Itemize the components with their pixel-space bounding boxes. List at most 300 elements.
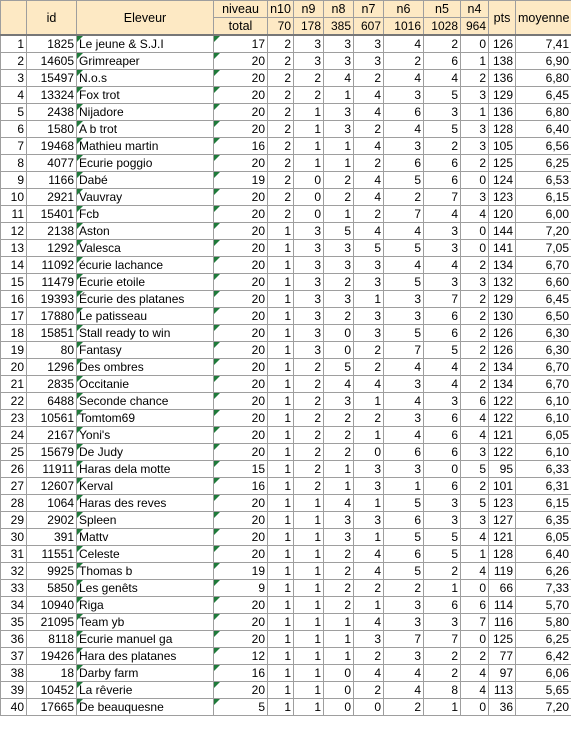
cell-pts[interactable]: 116	[489, 614, 516, 631]
cell-n10[interactable]: 1	[268, 427, 294, 444]
cell-n9[interactable]: 0	[294, 189, 324, 206]
cell-n4[interactable]: 2	[461, 155, 489, 172]
cell-eleveur[interactable]	[77, 138, 214, 155]
cell-n8[interactable]: 2	[324, 444, 354, 461]
cell-n10[interactable]: 2	[268, 206, 294, 223]
cell-eleveur[interactable]	[77, 70, 214, 87]
cell-pts[interactable]: 134	[489, 376, 516, 393]
cell-n4[interactable]: 3	[461, 121, 489, 138]
cell-n5[interactable]: 2	[424, 35, 461, 53]
total-n5[interactable]: 1028	[424, 18, 461, 36]
cell-n6[interactable]: 3	[384, 308, 424, 325]
cell-pts[interactable]: 114	[489, 597, 516, 614]
cell-n4[interactable]: 2	[461, 376, 489, 393]
cell-moyenne[interactable]: 6,45	[516, 291, 571, 308]
cell-n10[interactable]: 1	[268, 648, 294, 665]
cell-n4[interactable]: 6	[461, 597, 489, 614]
cell-n6[interactable]: 6	[384, 444, 424, 461]
cell-moyenne[interactable]: 6,10	[516, 393, 571, 410]
cell-n9[interactable]: 1	[294, 138, 324, 155]
cell-row-index[interactable]: 5	[1, 104, 27, 121]
cell-pts[interactable]: 125	[489, 155, 516, 172]
cell-moyenne[interactable]: 6,15	[516, 189, 571, 206]
cell-pts[interactable]: 123	[489, 495, 516, 512]
cell-pts[interactable]: 134	[489, 359, 516, 376]
cell-n5[interactable]: 6	[424, 478, 461, 495]
cell-pts[interactable]: 77	[489, 648, 516, 665]
cell-pts[interactable]: 144	[489, 223, 516, 240]
cell-n8[interactable]: 0	[324, 682, 354, 699]
cell-niveau[interactable]	[214, 410, 268, 427]
cell-n5[interactable]: 6	[424, 444, 461, 461]
cell-id[interactable]: 19468	[27, 138, 77, 155]
cell-n6[interactable]: 3	[384, 87, 424, 104]
cell-niveau[interactable]	[214, 546, 268, 563]
cell-n5[interactable]: 5	[424, 121, 461, 138]
cell-niveau[interactable]	[214, 121, 268, 138]
cell-n6[interactable]: 2	[384, 53, 424, 70]
cell-n4[interactable]: 3	[461, 87, 489, 104]
cell-n4[interactable]: 0	[461, 172, 489, 189]
cell-n6[interactable]: 3	[384, 376, 424, 393]
cell-moyenne[interactable]: 6,70	[516, 376, 571, 393]
cell-n6[interactable]: 4	[384, 121, 424, 138]
cell-id[interactable]: 10452	[27, 682, 77, 699]
cell-n8[interactable]: 2	[324, 189, 354, 206]
cell-n6[interactable]: 4	[384, 393, 424, 410]
cell-n10[interactable]: 2	[268, 35, 294, 53]
cell-n6[interactable]: 3	[384, 410, 424, 427]
total-n7[interactable]: 607	[354, 18, 384, 36]
cell-pts[interactable]: 97	[489, 665, 516, 682]
cell-moyenne[interactable]: 7,41	[516, 35, 571, 53]
cell-n8[interactable]: 3	[324, 104, 354, 121]
cell-row-index[interactable]: 16	[1, 291, 27, 308]
cell-pts[interactable]: 127	[489, 512, 516, 529]
cell-pts[interactable]: 105	[489, 138, 516, 155]
cell-n7[interactable]: 3	[354, 461, 384, 478]
cell-eleveur[interactable]	[77, 393, 214, 410]
cell-n7[interactable]: 3	[354, 35, 384, 53]
cell-n7[interactable]: 2	[354, 682, 384, 699]
cell-n7[interactable]: 2	[354, 359, 384, 376]
cell-row-index[interactable]: 32	[1, 563, 27, 580]
cell-id[interactable]: 13324	[27, 87, 77, 104]
cell-id[interactable]: 12607	[27, 478, 77, 495]
cell-eleveur[interactable]	[77, 529, 214, 546]
cell-n8[interactable]: 4	[324, 70, 354, 87]
cell-n6[interactable]: 4	[384, 427, 424, 444]
cell-n5[interactable]: 8	[424, 682, 461, 699]
cell-niveau[interactable]	[214, 70, 268, 87]
cell-row-index[interactable]: 34	[1, 597, 27, 614]
cell-n6[interactable]: 4	[384, 682, 424, 699]
cell-row-index[interactable]: 18	[1, 325, 27, 342]
cell-pts[interactable]: 130	[489, 308, 516, 325]
cell-n7[interactable]: 4	[354, 376, 384, 393]
cell-niveau[interactable]	[214, 308, 268, 325]
cell-niveau[interactable]	[214, 597, 268, 614]
cell-row-index[interactable]: 31	[1, 546, 27, 563]
header-n4[interactable]: n4	[461, 1, 489, 18]
cell-niveau[interactable]	[214, 682, 268, 699]
cell-row-index[interactable]: 1	[1, 35, 27, 53]
cell-moyenne[interactable]: 6,25	[516, 155, 571, 172]
cell-n10[interactable]: 1	[268, 393, 294, 410]
cell-n10[interactable]: 2	[268, 189, 294, 206]
cell-n7[interactable]: 2	[354, 410, 384, 427]
cell-n10[interactable]: 2	[268, 104, 294, 121]
cell-moyenne[interactable]: 6,00	[516, 206, 571, 223]
cell-n5[interactable]: 5	[424, 546, 461, 563]
cell-eleveur[interactable]	[77, 512, 214, 529]
cell-niveau[interactable]	[214, 189, 268, 206]
cell-pts[interactable]: 126	[489, 35, 516, 53]
cell-id[interactable]: 2835	[27, 376, 77, 393]
cell-n5[interactable]: 3	[424, 240, 461, 257]
cell-pts[interactable]: 66	[489, 580, 516, 597]
cell-eleveur[interactable]	[77, 478, 214, 495]
cell-n10[interactable]: 2	[268, 155, 294, 172]
cell-moyenne[interactable]: 6,05	[516, 529, 571, 546]
cell-pts[interactable]: 101	[489, 478, 516, 495]
cell-n9[interactable]: 3	[294, 325, 324, 342]
cell-n10[interactable]: 1	[268, 546, 294, 563]
cell-id[interactable]: 17880	[27, 308, 77, 325]
cell-moyenne[interactable]: 6,90	[516, 53, 571, 70]
cell-n6[interactable]: 6	[384, 155, 424, 172]
cell-n7[interactable]: 1	[354, 529, 384, 546]
cell-n4[interactable]: 2	[461, 325, 489, 342]
cell-niveau[interactable]	[214, 563, 268, 580]
cell-n7[interactable]: 5	[354, 240, 384, 257]
cell-id[interactable]: 2921	[27, 189, 77, 206]
cell-n8[interactable]: 2	[324, 308, 354, 325]
cell-id[interactable]: 11911	[27, 461, 77, 478]
cell-eleveur[interactable]	[77, 495, 214, 512]
total-n10[interactable]: 70	[268, 18, 294, 36]
cell-n7[interactable]: 2	[354, 121, 384, 138]
cell-id[interactable]: 1292	[27, 240, 77, 257]
cell-n5[interactable]: 4	[424, 376, 461, 393]
cell-n4[interactable]: 3	[461, 189, 489, 206]
cell-n4[interactable]: 3	[461, 138, 489, 155]
cell-n4[interactable]: 4	[461, 427, 489, 444]
cell-eleveur[interactable]	[77, 631, 214, 648]
cell-id[interactable]: 11479	[27, 274, 77, 291]
cell-n8[interactable]: 0	[324, 665, 354, 682]
cell-niveau[interactable]	[214, 393, 268, 410]
cell-pts[interactable]: 132	[489, 274, 516, 291]
cell-n7[interactable]: 4	[354, 104, 384, 121]
cell-n8[interactable]: 3	[324, 35, 354, 53]
cell-moyenne[interactable]: 6,35	[516, 512, 571, 529]
cell-eleveur[interactable]	[77, 35, 214, 53]
cell-niveau[interactable]	[214, 614, 268, 631]
cell-n9[interactable]: 2	[294, 376, 324, 393]
header-n9[interactable]: n9	[294, 1, 324, 18]
cell-n4[interactable]: 6	[461, 393, 489, 410]
cell-n6[interactable]: 6	[384, 512, 424, 529]
cell-id[interactable]: 391	[27, 529, 77, 546]
cell-n4[interactable]: 5	[461, 461, 489, 478]
cell-n8[interactable]: 2	[324, 427, 354, 444]
cell-pts[interactable]: 128	[489, 121, 516, 138]
cell-row-index[interactable]: 27	[1, 478, 27, 495]
cell-n9[interactable]: 3	[294, 291, 324, 308]
cell-n4[interactable]: 7	[461, 614, 489, 631]
cell-n8[interactable]: 4	[324, 376, 354, 393]
cell-pts[interactable]: 126	[489, 342, 516, 359]
cell-moyenne[interactable]: 6,15	[516, 495, 571, 512]
cell-id[interactable]: 4077	[27, 155, 77, 172]
cell-id[interactable]: 15401	[27, 206, 77, 223]
cell-n7[interactable]: 2	[354, 155, 384, 172]
cell-n4[interactable]: 4	[461, 529, 489, 546]
cell-n10[interactable]: 1	[268, 580, 294, 597]
cell-eleveur[interactable]	[77, 240, 214, 257]
total-n9[interactable]: 178	[294, 18, 324, 36]
cell-n4[interactable]: 0	[461, 631, 489, 648]
cell-n8[interactable]: 3	[324, 121, 354, 138]
cell-n7[interactable]: 1	[354, 291, 384, 308]
cell-id[interactable]: 1825	[27, 35, 77, 53]
cell-n9[interactable]: 3	[294, 35, 324, 53]
cell-pts[interactable]: 126	[489, 325, 516, 342]
cell-n7[interactable]: 2	[354, 206, 384, 223]
cell-n8[interactable]: 1	[324, 87, 354, 104]
cell-niveau[interactable]	[214, 206, 268, 223]
cell-n7[interactable]: 3	[354, 478, 384, 495]
cell-niveau[interactable]	[214, 325, 268, 342]
cell-n5[interactable]: 3	[424, 495, 461, 512]
cell-row-index[interactable]: 30	[1, 529, 27, 546]
cell-n6[interactable]: 3	[384, 648, 424, 665]
cell-n7[interactable]: 4	[354, 87, 384, 104]
cell-pts[interactable]: 113	[489, 682, 516, 699]
cell-moyenne[interactable]: 7,05	[516, 240, 571, 257]
cell-n9[interactable]: 2	[294, 478, 324, 495]
cell-n6[interactable]: 6	[384, 546, 424, 563]
cell-moyenne[interactable]: 6,10	[516, 410, 571, 427]
cell-row-index[interactable]: 39	[1, 682, 27, 699]
cell-row-index[interactable]: 28	[1, 495, 27, 512]
cell-n7[interactable]: 3	[354, 257, 384, 274]
cell-row-index[interactable]: 37	[1, 648, 27, 665]
cell-n7[interactable]: 4	[354, 665, 384, 682]
cell-n7[interactable]: 4	[354, 614, 384, 631]
cell-pts[interactable]: 129	[489, 291, 516, 308]
cell-eleveur[interactable]	[77, 53, 214, 70]
total-n6[interactable]: 1016	[384, 18, 424, 36]
cell-n7[interactable]: 4	[354, 223, 384, 240]
cell-id[interactable]: 2167	[27, 427, 77, 444]
cell-n4[interactable]: 3	[461, 274, 489, 291]
cell-n7[interactable]: 3	[354, 512, 384, 529]
cell-n4[interactable]: 1	[461, 104, 489, 121]
cell-niveau[interactable]	[214, 444, 268, 461]
cell-n8[interactable]: 1	[324, 614, 354, 631]
cell-niveau[interactable]	[214, 240, 268, 257]
cell-moyenne[interactable]: 6,10	[516, 444, 571, 461]
cell-moyenne[interactable]: 5,80	[516, 614, 571, 631]
cell-n10[interactable]: 1	[268, 563, 294, 580]
cell-pts[interactable]: 121	[489, 529, 516, 546]
cell-n10[interactable]: 1	[268, 274, 294, 291]
cell-n10[interactable]: 1	[268, 597, 294, 614]
cell-row-index[interactable]: 3	[1, 70, 27, 87]
cell-n9[interactable]: 2	[294, 410, 324, 427]
cell-id[interactable]: 19426	[27, 648, 77, 665]
cell-n6[interactable]: 1	[384, 478, 424, 495]
header-niveau[interactable]: niveau	[214, 1, 268, 18]
cell-eleveur[interactable]	[77, 648, 214, 665]
cell-n8[interactable]: 1	[324, 478, 354, 495]
cell-n5[interactable]: 3	[424, 104, 461, 121]
cell-n4[interactable]: 3	[461, 512, 489, 529]
cell-row-index[interactable]: 23	[1, 410, 27, 427]
cell-n8[interactable]: 2	[324, 410, 354, 427]
cell-eleveur[interactable]	[77, 291, 214, 308]
cell-eleveur[interactable]	[77, 223, 214, 240]
cell-n5[interactable]: 3	[424, 223, 461, 240]
cell-niveau[interactable]	[214, 631, 268, 648]
cell-moyenne[interactable]: 6,80	[516, 104, 571, 121]
cell-row-index[interactable]: 20	[1, 359, 27, 376]
cell-n5[interactable]: 5	[424, 529, 461, 546]
cell-n7[interactable]: 0	[354, 699, 384, 716]
cell-n5[interactable]: 4	[424, 206, 461, 223]
cell-pts[interactable]: 120	[489, 206, 516, 223]
cell-niveau[interactable]	[214, 274, 268, 291]
cell-n10[interactable]: 1	[268, 699, 294, 716]
cell-eleveur[interactable]	[77, 427, 214, 444]
cell-n4[interactable]: 4	[461, 563, 489, 580]
cell-n6[interactable]: 4	[384, 223, 424, 240]
cell-n10[interactable]: 2	[268, 138, 294, 155]
header-eleveur[interactable]: Eleveur	[77, 1, 214, 36]
cell-moyenne[interactable]: 6,70	[516, 257, 571, 274]
cell-n5[interactable]: 2	[424, 138, 461, 155]
cell-n10[interactable]: 1	[268, 325, 294, 342]
cell-row-index[interactable]: 36	[1, 631, 27, 648]
totals-label[interactable]: total	[214, 18, 268, 36]
cell-n9[interactable]: 3	[294, 274, 324, 291]
cell-eleveur[interactable]	[77, 461, 214, 478]
cell-n5[interactable]: 2	[424, 563, 461, 580]
cell-n4[interactable]: 0	[461, 35, 489, 53]
cell-pts[interactable]: 121	[489, 427, 516, 444]
cell-n9[interactable]: 1	[294, 614, 324, 631]
cell-n9[interactable]: 3	[294, 257, 324, 274]
cell-n10[interactable]: 1	[268, 342, 294, 359]
cell-n7[interactable]: 3	[354, 308, 384, 325]
cell-n8[interactable]: 3	[324, 512, 354, 529]
cell-id[interactable]: 15679	[27, 444, 77, 461]
cell-n4[interactable]: 2	[461, 291, 489, 308]
cell-moyenne[interactable]: 6,40	[516, 546, 571, 563]
cell-n4[interactable]: 2	[461, 342, 489, 359]
cell-n6[interactable]: 2	[384, 699, 424, 716]
cell-niveau[interactable]	[214, 35, 268, 53]
cell-n10[interactable]: 1	[268, 495, 294, 512]
cell-n9[interactable]: 3	[294, 342, 324, 359]
cell-n8[interactable]: 0	[324, 342, 354, 359]
cell-n8[interactable]: 1	[324, 648, 354, 665]
cell-pts[interactable]: 119	[489, 563, 516, 580]
cell-n10[interactable]: 2	[268, 53, 294, 70]
cell-n7[interactable]: 3	[354, 53, 384, 70]
cell-n7[interactable]: 0	[354, 444, 384, 461]
cell-niveau[interactable]	[214, 529, 268, 546]
cell-n8[interactable]: 2	[324, 563, 354, 580]
cell-n6[interactable]: 5	[384, 172, 424, 189]
cell-eleveur[interactable]	[77, 121, 214, 138]
cell-n4[interactable]: 4	[461, 665, 489, 682]
cell-niveau[interactable]	[214, 461, 268, 478]
cell-n7[interactable]: 3	[354, 274, 384, 291]
cell-eleveur[interactable]	[77, 699, 214, 716]
cell-n5[interactable]: 7	[424, 631, 461, 648]
cell-niveau[interactable]	[214, 699, 268, 716]
cell-eleveur[interactable]	[77, 597, 214, 614]
cell-pts[interactable]: 95	[489, 461, 516, 478]
cell-n9[interactable]: 2	[294, 427, 324, 444]
cell-niveau[interactable]	[214, 376, 268, 393]
header-n6[interactable]: n6	[384, 1, 424, 18]
cell-n5[interactable]: 3	[424, 512, 461, 529]
cell-moyenne[interactable]: 6,50	[516, 308, 571, 325]
cell-niveau[interactable]	[214, 257, 268, 274]
cell-n10[interactable]: 1	[268, 665, 294, 682]
cell-moyenne[interactable]: 6,31	[516, 478, 571, 495]
cell-n7[interactable]: 2	[354, 342, 384, 359]
cell-n9[interactable]: 1	[294, 682, 324, 699]
cell-id[interactable]: 1580	[27, 121, 77, 138]
cell-n4[interactable]: 2	[461, 478, 489, 495]
cell-n7[interactable]: 2	[354, 648, 384, 665]
cell-eleveur[interactable]	[77, 206, 214, 223]
cell-n9[interactable]: 1	[294, 563, 324, 580]
cell-row-index[interactable]: 40	[1, 699, 27, 716]
cell-n6[interactable]: 7	[384, 631, 424, 648]
cell-n10[interactable]: 1	[268, 631, 294, 648]
cell-n9[interactable]: 2	[294, 70, 324, 87]
cell-id[interactable]: 1064	[27, 495, 77, 512]
cell-id[interactable]: 10561	[27, 410, 77, 427]
cell-n4[interactable]: 2	[461, 648, 489, 665]
cell-n10[interactable]: 1	[268, 410, 294, 427]
cell-n7[interactable]: 1	[354, 427, 384, 444]
header-n8[interactable]: n8	[324, 1, 354, 18]
cell-niveau[interactable]	[214, 427, 268, 444]
cell-n7[interactable]: 4	[354, 546, 384, 563]
cell-row-index[interactable]: 33	[1, 580, 27, 597]
cell-n7[interactable]: 3	[354, 325, 384, 342]
cell-n5[interactable]: 0	[424, 461, 461, 478]
cell-eleveur[interactable]	[77, 342, 214, 359]
cell-n9[interactable]: 2	[294, 393, 324, 410]
header-row-index[interactable]	[1, 1, 27, 36]
cell-eleveur[interactable]	[77, 563, 214, 580]
cell-row-index[interactable]: 19	[1, 342, 27, 359]
cell-niveau[interactable]	[214, 342, 268, 359]
cell-n8[interactable]: 3	[324, 257, 354, 274]
cell-n4[interactable]: 0	[461, 223, 489, 240]
cell-n8[interactable]: 2	[324, 597, 354, 614]
cell-n8[interactable]: 3	[324, 291, 354, 308]
header-n10[interactable]: n10	[268, 1, 294, 18]
